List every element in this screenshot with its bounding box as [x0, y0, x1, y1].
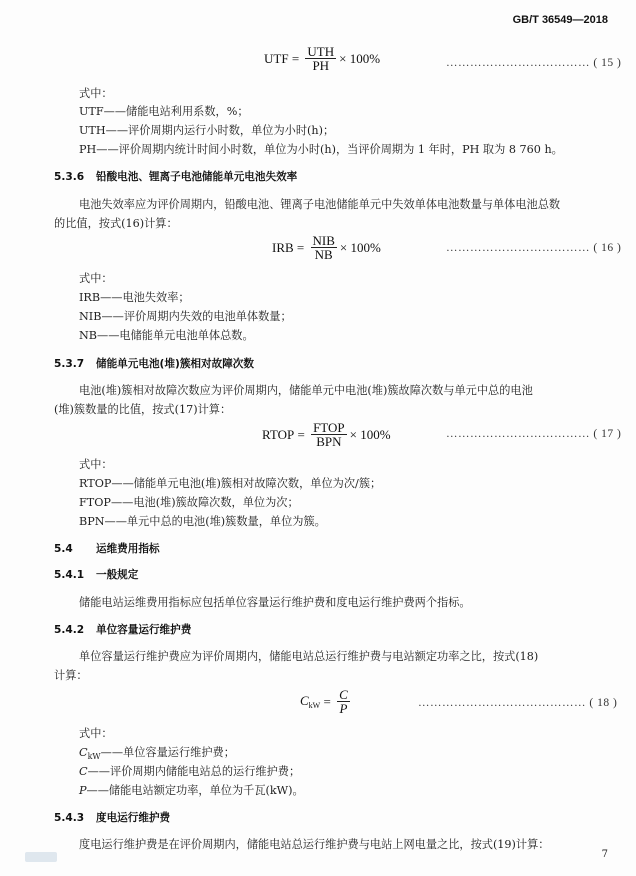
- definition-row: [79, 103, 249, 119]
- where-label: 式中：: [79, 727, 113, 740]
- section-heading-5-4: [54, 541, 160, 556]
- eq16-numerator: NIB: [312, 233, 335, 248]
- definition-text: ——储能单元电池(堆)簇相对故障次数，单位为次/簇；: [111, 477, 382, 490]
- eq15-number: ……………………………… ( 15 ): [446, 57, 622, 69]
- definition-text: ——储能电站额定功率，单位为千瓦(kW)。: [86, 784, 304, 797]
- definition-row: [79, 308, 292, 324]
- equation-18: $C_{kW}$ = $\frac{C}{P}$: [300, 687, 348, 716]
- eq15-denominator: PH: [312, 58, 330, 73]
- definition-text: ——评价周期内储能电站总的运行维护费；: [87, 765, 301, 778]
- definition-term: RTOP: [79, 477, 112, 490]
- eq15-fraction: [305, 45, 336, 72]
- eq16-tail: × 100%: [339, 239, 381, 255]
- paragraph-line: 电池(堆)簇相对故障次数应为评价周期内，储能单元中电池(堆)簇故障次数与单元中总的电池: [79, 384, 533, 397]
- paragraph-line: 的比值，按式(16)计算：: [54, 217, 178, 230]
- definition-term: UTH: [79, 124, 106, 137]
- eq16-fraction: [311, 234, 337, 261]
- paragraph-line: 单位容量运行维护费应为评价周期内，储能电站总运行维护费与电站额定功率之比，按式(18): [79, 650, 539, 663]
- page-number: 7: [601, 849, 608, 860]
- eq17-numerator: FTOP: [313, 420, 345, 435]
- section-number: 5.4.2: [54, 624, 85, 636]
- section-number: 5.4.3: [54, 812, 85, 824]
- paragraph-line: 储能电站运维费用指标应包括单位容量运行维护费和度电运行维护费两个指标。: [79, 596, 471, 609]
- definition-row: [79, 289, 190, 305]
- definition-row: [79, 513, 326, 529]
- eq15-lhs: UTF: [264, 50, 289, 66]
- definition-term: UTF: [79, 105, 104, 118]
- section-heading-5-4-1: [54, 567, 138, 582]
- eq16-number: ……………………………… ( 16 ): [446, 242, 622, 254]
- eq15-numerator: UTH: [307, 44, 335, 59]
- equation-17: RTOP = $\frac{\text{FTOP}}{\text{BPN}}$ × 100%: [262, 420, 391, 449]
- paragraph-line: (堆)簇数量的比值，按式(17)计算：: [54, 403, 232, 416]
- eq17-lhs: RTOP: [262, 426, 295, 442]
- definition-row: [79, 122, 334, 138]
- eq17-number: ……………………………… ( 17 ): [446, 428, 622, 440]
- definition-text: ——评价周期内统计时间小时数，单位为小时(h)，当评价周期为 1 年时，PH 取为 8 760 h。: [96, 143, 563, 156]
- section-heading-5-4-2: [54, 622, 191, 637]
- section-title: 度电运行维护费: [96, 812, 171, 824]
- section-number: 5.4.1: [54, 569, 85, 581]
- page-edge-tab: [25, 852, 57, 862]
- where-label: 式中：: [79, 87, 113, 100]
- definition-term: C: [79, 765, 88, 778]
- paragraph-line: 度电运行维护费是在评价周期内，储能电站总运行维护费与电站上网电量之比，按式(19)计算：: [79, 838, 550, 851]
- definition-text: ——评价周期内运行小时数，单位为小时(h)；: [105, 124, 335, 137]
- definition-term: BPN: [79, 515, 105, 528]
- standard-code: GB/T 36549—2018: [512, 14, 608, 26]
- section-heading-5-3-6: [54, 169, 297, 184]
- equation-15: UTF = $\frac{\text{UTH}}{PH}$ × 100%: [264, 44, 381, 73]
- eq18-numerator: C: [339, 687, 348, 702]
- definition-row: [79, 494, 299, 510]
- paragraph-line: 计算：: [54, 669, 88, 682]
- definition-text: ——储能电站利用系数，%；: [103, 105, 249, 118]
- eq16-denominator: NB: [314, 247, 333, 262]
- eq18-fraction: [337, 688, 350, 715]
- definition-row: [79, 327, 254, 343]
- section-title: 运维费用指标: [96, 543, 160, 555]
- definition-term: IRB: [79, 291, 101, 304]
- eq17-fraction: [311, 421, 347, 448]
- section-heading-5-3-7: [54, 356, 254, 371]
- eq17-denominator: BPN: [316, 434, 342, 449]
- definition-row: [79, 763, 300, 780]
- eq18-lhs: $C_{kW}$: [300, 693, 321, 710]
- definition-row: [79, 782, 304, 799]
- definition-text: ——电储能单元电池单体总数。: [97, 329, 254, 342]
- section-title: 铅酸电池、锂离子电池储能单元电池失效率: [96, 171, 298, 183]
- definition-term: NIB: [79, 310, 102, 323]
- definition-term: NB: [79, 329, 98, 342]
- definition-text: ——单位容量运行维护费；: [100, 746, 235, 759]
- eq18-number: …………………………………… ( 18 ): [418, 697, 618, 709]
- section-number: 5.3.6: [54, 171, 85, 183]
- definition-term: PH: [79, 143, 97, 156]
- where-label: 式中：: [79, 272, 113, 285]
- eq16-lhs: IRB: [272, 239, 294, 255]
- definition-text: ——电池失效率；: [100, 291, 190, 304]
- section-number: 5.3.7: [54, 358, 85, 370]
- definition-row: [79, 475, 381, 491]
- where-label: 式中：: [79, 458, 113, 471]
- definition-term: P: [79, 784, 87, 797]
- definition-row: [79, 141, 563, 157]
- section-title: 一般规定: [96, 569, 139, 581]
- definition-row: [79, 744, 235, 761]
- eq18-denominator: P: [339, 701, 348, 716]
- equation-16: IRB = $\frac{\text{NIB}}{NB}$ × 100%: [272, 233, 381, 262]
- definition-text: ——电池(堆)簇故障次数，单位为次；: [110, 496, 299, 509]
- paragraph-line: 电池失效率应为评价周期内，铅酸电池、锂离子电池储能单元中失效单体电池数量与单体电池总数: [79, 198, 561, 211]
- section-title: 储能单元电池(堆)簇相对故障次数: [96, 358, 254, 370]
- section-heading-5-4-3: [54, 810, 170, 825]
- definition-term: $C_{kW}$: [79, 746, 101, 761]
- definition-text: ——单元中总的电池(堆)簇数量，单位为簇。: [104, 515, 326, 528]
- eq17-tail: × 100%: [349, 426, 391, 442]
- definition-term: FTOP: [79, 496, 111, 509]
- section-title: 单位容量运行维护费: [96, 624, 192, 636]
- definition-text: ——评价周期内失效的电池单体数量；: [101, 310, 292, 323]
- section-number: 5.4: [54, 543, 73, 555]
- eq15-tail: × 100%: [339, 50, 381, 66]
